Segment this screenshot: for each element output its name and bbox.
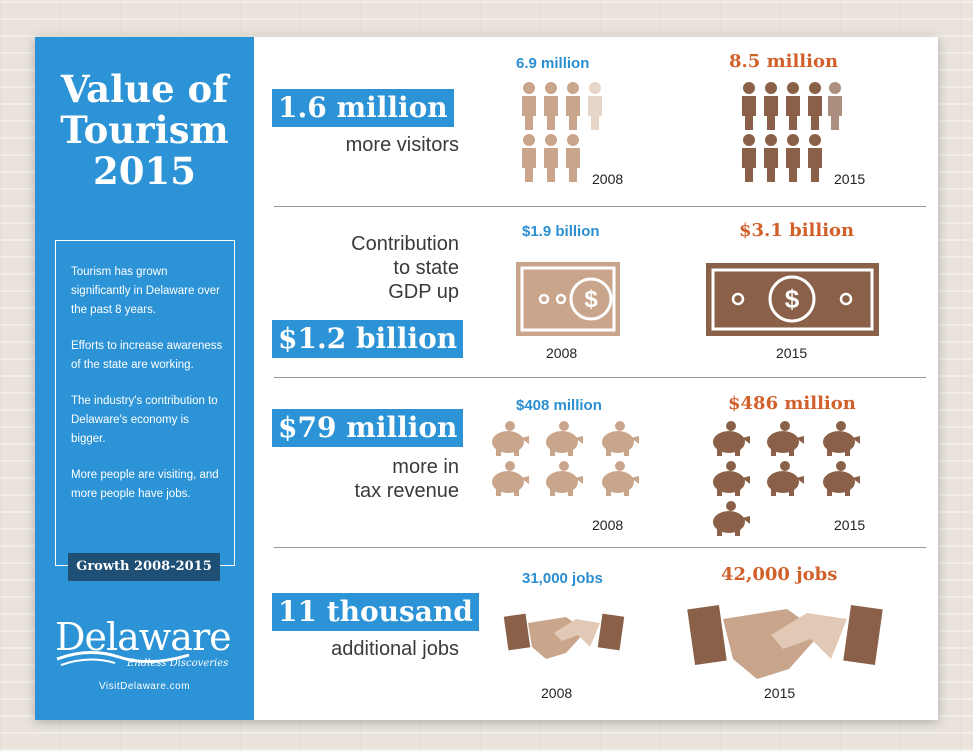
row-divider	[274, 206, 926, 207]
tax-2008-value: $408 million	[516, 397, 602, 414]
visitors-2015-value: 8.5 million	[729, 51, 839, 72]
visitors-2008-year: 2008	[592, 171, 624, 187]
jobs-2015-value: 42,000 jobs	[721, 564, 838, 585]
piggy-bank-icon-2008	[488, 423, 648, 503]
money-bill-icon-2008	[516, 262, 620, 336]
main-content	[254, 37, 938, 720]
handshake-icon-2015	[691, 595, 879, 695]
page-title: Value of Tourism 2015	[60, 67, 229, 193]
visitors-caption: more visitors	[345, 134, 459, 156]
jobs-2015-year: 2015	[764, 685, 796, 701]
sidebar	[35, 37, 254, 720]
tax-caption: more in tax revenue	[354, 456, 459, 502]
logo-tagline: Endless Discoveries	[127, 658, 229, 669]
row-divider	[274, 377, 926, 378]
summary-box	[55, 240, 235, 566]
jobs-2008-year: 2008	[541, 685, 573, 701]
gdp-2015-value: $3.1 billion	[739, 220, 855, 241]
growth-label: Growth 2008-2015	[68, 553, 220, 581]
tax-2015-year: 2015	[834, 517, 866, 533]
tax-badge: $79 million	[272, 409, 463, 447]
website-link[interactable]: VisitDelaware.com	[98, 681, 191, 692]
jobs-badge: 11 thousand	[272, 593, 479, 631]
summary-paragraph: More people are visiting, and more people have jobs.	[71, 469, 219, 500]
visitors-2015-year: 2015	[834, 171, 866, 187]
gdp-2008-value: $1.9 billion	[522, 223, 600, 240]
handshake-icon-2008	[506, 607, 622, 671]
svg-text:$: $	[584, 286, 598, 313]
visitors-2008-value: 6.9 million	[516, 55, 590, 72]
jobs-2008-value: 31,000 jobs	[522, 570, 603, 587]
summary-paragraph: Tourism has grown significantly in Delaware over the past 8 years.	[71, 266, 220, 316]
tax-2015-value: $486 million	[728, 393, 856, 414]
gdp-badge: $1.2 billion	[272, 320, 463, 358]
jobs-caption: additional jobs	[331, 638, 459, 660]
gdp-2008-year: 2008	[546, 345, 578, 361]
tax-2008-year: 2008	[592, 517, 624, 533]
visitors-badge: 1.6 million	[272, 89, 454, 127]
logo-name: Delaware	[55, 615, 231, 659]
gdp-caption: Contribution to state GDP up	[351, 233, 459, 303]
money-bill-icon-2015	[706, 263, 879, 336]
svg-text:$: $	[784, 284, 800, 314]
gdp-2015-year: 2015	[776, 345, 808, 361]
summary-paragraph: Efforts to increase awareness of the state are working.	[71, 340, 223, 371]
summary-paragraph: The industry's contribution to Delaware's economy is bigger.	[71, 395, 218, 445]
row-divider	[274, 547, 926, 548]
delaware-logo[interactable]	[49, 607, 249, 677]
